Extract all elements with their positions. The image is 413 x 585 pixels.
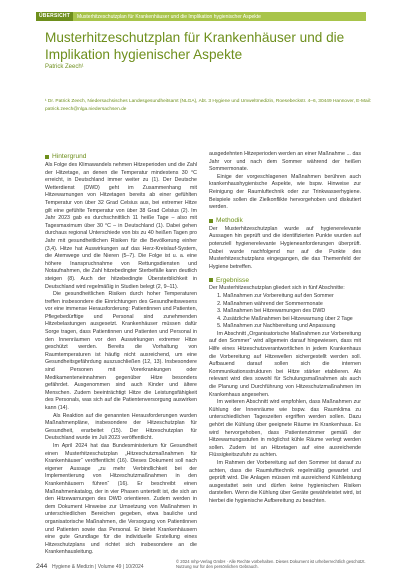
paragraph: Einige der vorgeschlagenen Maßnahmen berühren auch krankenhaushygienische Aspekte, wie bspw. Hinweise zur Reinigung der Raumluftechnik oder zur Trinkwasserhygiene. Beispiele sollen die Zielkonflikte hervorgehoben und diskutiert werden.: [209, 173, 361, 211]
paragraph: Im Rahmen der Vorbereitung auf den Sommer ist darauf zu achten, dass die Raumlufttechnik regelmäßig gewartet und geprüft wird. Die Anlagen müssen mit ausreichend Kühlleistung ausgestattet sein und dürfen keine hygienischen Risiken darstellen. Wenn die Kühlung über Geräte gewährleistet wird, ist hierbei die hygienische Aufbereitung zu beachten.: [209, 459, 361, 504]
left-column: [45, 153, 197, 556]
paragraph: ausgedehnten Hitzeperioden werden an einer Maßnahme ... das Jahr vor und nach dem Sommer während der heißen Sommermonate.: [209, 151, 361, 173]
paragraph: Im Abschnitt „Organisatorische Maßnahmen zur Vorbereitung auf den Sommer“ wird allgemein darauf hingewiesen, dass mit Hilfe eines Hitzeschutzverantwortlichen in jedem Krankenhaus die Vorbereitung auf Hitzewellen sichergestellt werden soll. Aufbauend darauf sollen sich die internen Kommunikationsstrukturen bei Hitze stärker etablieren. Als relevant wird dies sowohl für Schulungsmaßnahmen als auch die Planung und Durchführung von Hitzeschutzmaßnahmen im Krankenhaus angesehen.: [209, 330, 361, 398]
section-heading-hintergrund: [45, 153, 197, 161]
section-square-icon: [45, 155, 49, 159]
paragraph: Der Musterhitzeschutzplan wurde auf hygienerelevante Aussagen hin geprüft und die identifizierten Punkte wurden auf potenziell hygienerelevante Hygieneanforderungen überprüft. Dabei wurde nachfolgend nur auf die Punkte des Musterhitzeschutzplans eingegangen, die das Themenfeld der Hygiene betreffen.: [209, 225, 361, 270]
section-tag: ÜBERSICHT: [36, 12, 73, 21]
paragraph: Im April 2024 hat das Bundesministerium für Gesundheit einen Musterhitzeschutzplan „Hitzeschutzmaßnahmen für Krankenhäuser“ veröffentlicht (16). Dieses Dokument soll nach eigener Aussage „zu mehr Verbindlichkeit bei der Implementierung von Hitzeschutzmaßnahmen in den Krankenhäusern führen“ (16). Er beschreibt einen Maßnahmenkatalog, der in vier Phasen unterteilt ist, die sich an den Hitzewarnungen des DWD orientieren. Zudem werden in dem Dokument Hinweise zur Umsetzung von Maßnahmen in unterschiedlichen Bereichen gegeben, etwa bauliche und organisatorische Maßnahmen, die Versorgung von Patientinnen und Patienten sowie das Personal. Er bietet Krankenhäusern eine gute Grundlage für die individuelle Erstellung eines Hitzeschutzplans und richtet sich insbesondere an die Krankenhausleitung.: [45, 442, 197, 556]
section-square-icon: [209, 278, 213, 282]
journal-citation: Hygiene & Medizin | Volume 49 | 10/2024: [52, 564, 144, 570]
list-item: 3. Maßnahmen bei Hitzewarnungen des DWD: [223, 308, 361, 316]
list-item: 5. Maßnahmen zur Nachbereitung und Anpassung: [223, 323, 361, 331]
page-number: 244: [36, 563, 48, 570]
right-column: [209, 151, 361, 506]
list-item: 2. Maßnahmen während der Sommermonate: [223, 301, 361, 309]
section-heading-label: Hintergrund: [52, 153, 87, 161]
list-item: 1. Maßnahmen zur Vorbereitung auf den Sommer: [223, 293, 361, 301]
affiliation: ¹ Dr. Patrick Zeech, Niedersachsisches Landesgesundheitsamt (NLGA), Abt. 3 Hygiene und Umweltmedizin, Roesebeckstr. 4–6, 30449 Hannover, E-Mail: patrick.zeech@nlga.niedersachsen.de: [45, 99, 372, 112]
section-heading-label: Methodik: [216, 216, 243, 224]
paragraph: Als Folge des Klimawandels nehmen Hitzeperioden und die Zahl der Hitzetage, an denen die Temperatur mindestens 30 °C erreicht, in Deutschland immer weiter zu (1). Der Deutsche Wetterdienst (DWD) geht im Zusammenhang mit Hitzewarnungen von Hitzetagen bereits ab einer gefühlten Temperatur von über 32 Grad Celsius aus, bei extremer Hitze gilt eine gefühlte Temperatur von über 38 Grad Celsius (2). Im Jahr 2023 gab es durchschnittlich 11 heiße Tage – also mit Tagesmaximum über 30 °C – in Deutschland (1). Dabei gehen durchaus regional Unterschiede von bis zu 40 heißen Tagen pro Jahr mit gesundheitlichen Risiken für die Bevölkerung einher (3,4). Hitze hat Auswirkungen auf das Herz-Kreislauf-System, die Atemwege und die Nieren (5–7). Die Folge ist u. a. eine höhere Inanspruchnahme von Rettungsdiensten und Notaufnahmen, die Zahl hitzebedingter Sterbefälle kann deutlich steigen (8). Auch der hitzebedingte Übersterblichkeit in Deutschland wird regelmäßig in Studien belegt (2, 9–11).: [45, 162, 197, 290]
list-item: 4. Zusätzliche Maßnahmen bei Hitzewarnung über 2 Tage: [223, 316, 361, 324]
results-list: [209, 293, 361, 331]
article-title: Musterhitzeschutzplan für Krankenhäuser und die Implikation hygienischer Aspekte: [45, 30, 345, 62]
running-title: Musterhitzeschutzplan für Krankenhäuser und die Implikation hygienischer Aspekte: [76, 13, 261, 20]
copyright-notice: © 2024 mhp-Verlag GmbH · Alle Rechte vorbehalten. Dieses Dokument ist urheberrechtlich geschützt. Nutzung nur für den persönlichen Gebrauch.: [176, 559, 366, 569]
section-heading-ergebnisse: [209, 276, 361, 284]
paragraph: Als Reaktion auf die genannten Herausforderungen wurden Maßnahmenpläne, insbesondere der Hitzeschutzplan für Gesundheit, erarbeitet (15). Der Hitzeschutzplan für Deutschland wurde im Juli 2023 veröffentlicht.: [45, 412, 197, 442]
section-heading-methodik: [209, 217, 361, 225]
paragraph: Der Musterhitzeschutzplan gliedert sich in fünf Abschnitte:: [209, 285, 345, 292]
paragraph: Im weiteren Abschnitt wird empfohlen, dass Maßnahmen zur Kühlung der Innenräume wie bspw. das Raumklima zu unterschiedlichen Tageszeiten ergriffen werden sollen. Dazu gehört die Kühlung über geeignete Räume im Krankenhaus. Es wird hervorgehoben, dass Patientenzimmer gemäß der Hitzewarnungsstufen in möglichst kühle Räume verlegt werden sollen. Zudem ist an Hitzetagen auf eine ausreichende Flüssigkeitszufuhr zu achten.: [209, 399, 361, 459]
page-footer: [36, 559, 376, 573]
running-header: [36, 12, 366, 21]
paragraph: Die gesundheitlichen Risiken durch hoher Temperaturen treffen insbesondere die Einrichtungen des Gesundheitswesens vor eine immense Herausforderung: Patientinnen und Patienten, Pflegebedürftige und Personal sind zunehmenden Hitzebelastungen ausgesetzt. Krankenhäuser müssen dafür Sorge tragen, dass Patientinnen und Patienten und Personal in den Innenräumen vor den Auswirkungen extremer Hitze geschützt werden. Bereits die Vorhaltung von Raumtemperaturen ist häufig nicht ausreichend, um eine Gesundheitsgefährdung auszuschließen (12, 13). Insbesondere sind Personen mit Vorerkrankungen oder Medikamenteneinnahmen gegenüber Hitze besonders gefährdet. Ausgenommen sind auch Kinder und ältere Menschen. Zudem beeinträchtigt Hitze die Leistungsfähigkeit des Personals, was sich auf die Patientenversorgung auswirken kann (14).: [45, 291, 197, 411]
section-heading-label: Ergebnisse: [216, 276, 249, 284]
author: Patrick Zeech¹: [45, 64, 84, 70]
section-square-icon: [209, 219, 213, 223]
